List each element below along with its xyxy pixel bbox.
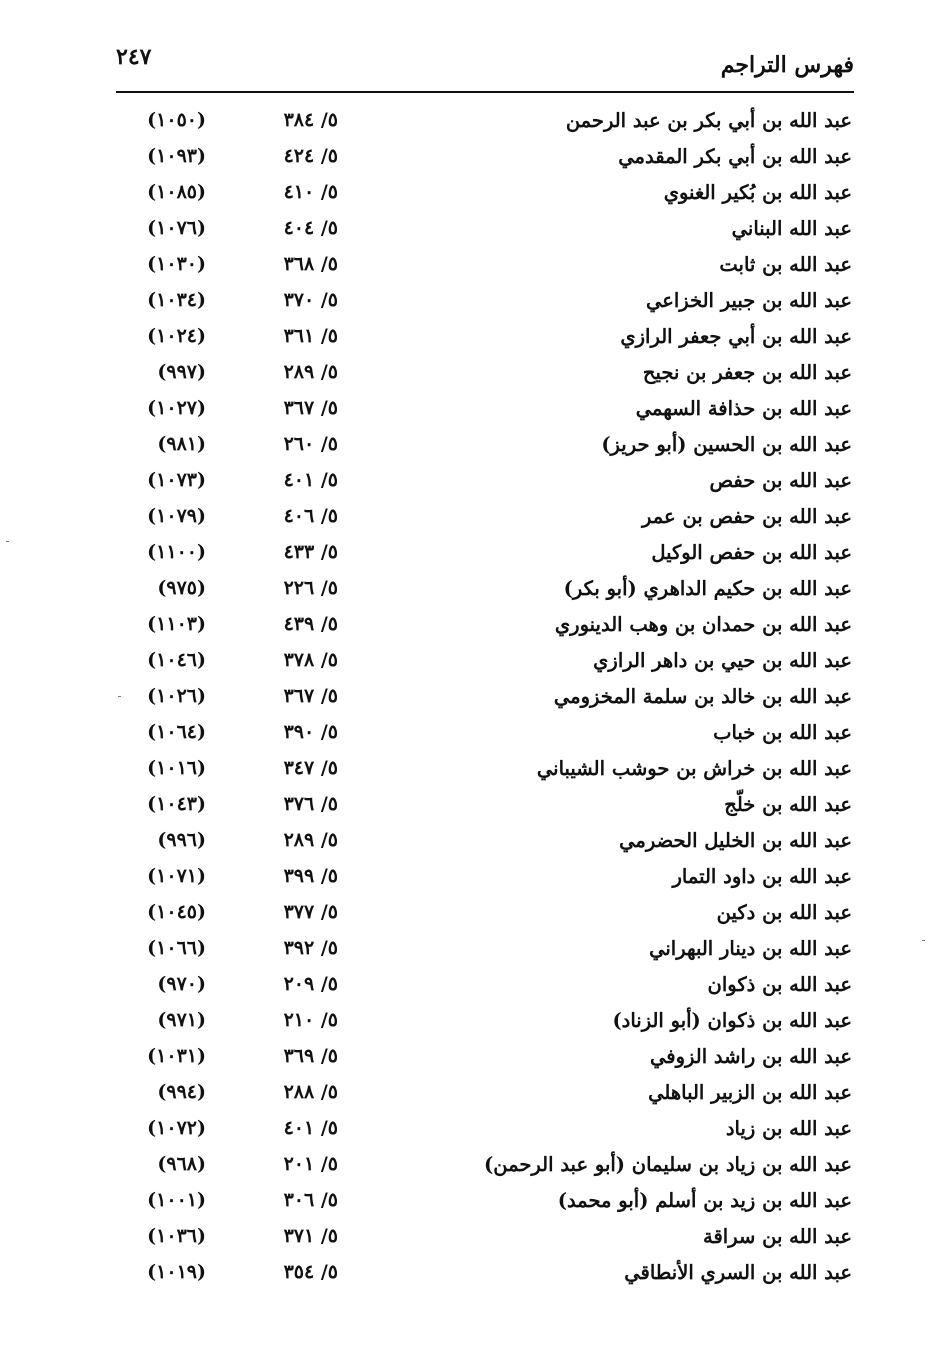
entry-name: عبد الله بن دكين — [716, 901, 852, 924]
page-number: ٢٤٧ — [116, 44, 152, 70]
entry-number: (٩٩٦) — [157, 829, 206, 851]
entry-number: (١٠٣١) — [147, 1045, 206, 1067]
entry-volume-page: ٥/ ٣٨٤ — [283, 109, 338, 131]
entry-name: عبد الله بن الحسين (أبو حريز) — [601, 433, 852, 456]
entry-volume-page: ٥/ ٣٩٢ — [283, 937, 338, 959]
index-entry — [116, 466, 854, 502]
entry-name: عبد الله بن أبي جعفر الرازي — [620, 325, 852, 348]
entry-volume-page: ٥/ ٢٨٩ — [283, 361, 338, 383]
entry-name: عبد الله بن دينار البهراني — [649, 937, 852, 960]
entry-name: عبد الله بن ذكوان — [707, 973, 852, 996]
entry-name: عبد الله بن خلّج — [724, 793, 852, 816]
entry-number: (١٠٣٤) — [147, 289, 206, 311]
entry-volume-page: ٥/ ٣٩٠ — [283, 721, 338, 743]
scan-speck — [6, 541, 9, 542]
entry-number: (١٠٧٩) — [147, 505, 206, 527]
entry-number: (١٠٢٤) — [147, 325, 206, 347]
index-entry — [116, 970, 854, 1006]
entry-volume-page: ٥/ ٤٠١ — [283, 1117, 338, 1139]
index-entry — [116, 1042, 854, 1078]
entry-volume-page: ٥/ ٣٧٨ — [283, 649, 338, 671]
entry-number: (١٠٢٦) — [147, 685, 206, 707]
index-entry — [116, 178, 854, 214]
entry-name: عبد الله بن بُكير الغنوي — [663, 181, 852, 204]
entry-volume-page: ٥/ ٣٦٩ — [283, 1045, 338, 1067]
entry-volume-page: ٥/ ٣٧٠ — [283, 289, 338, 311]
index-entry — [116, 1006, 854, 1042]
entry-number: (١٠٦٤) — [147, 721, 206, 743]
entry-volume-page: ٥/ ٣٩٩ — [283, 865, 338, 887]
entry-name: عبد الله بن زياد — [725, 1117, 852, 1140]
entry-volume-page: ٥/ ٣٥٤ — [283, 1261, 338, 1283]
entry-volume-page: ٥/ ٤٣٩ — [283, 613, 338, 635]
entry-volume-page: ٥/ ٣٠٦ — [283, 1189, 338, 1211]
index-entry — [116, 826, 854, 862]
entry-volume-page: ٥/ ٢٢٦ — [283, 577, 338, 599]
index-entry — [116, 646, 854, 682]
entry-number: (١٠٤٦) — [147, 649, 206, 671]
entry-number: (٩٦٨) — [157, 1153, 206, 1175]
entry-volume-page: ٥/ ٣٧١ — [283, 1225, 338, 1247]
index-entry — [116, 538, 854, 574]
scan-speck — [118, 696, 121, 697]
page-header — [116, 40, 854, 90]
entry-volume-page: ٥/ ٤٠٤ — [283, 217, 338, 239]
entry-name: عبد الله بن خراش بن حوشب الشيباني — [536, 757, 852, 780]
entry-number: (١٠٠١) — [147, 1189, 206, 1211]
entry-number: (١٠٧٣) — [147, 469, 206, 491]
index-entry — [116, 214, 854, 250]
index-entry — [116, 430, 854, 466]
entry-name: عبد الله بن أبي بكر بن عبد الرحمن — [565, 109, 852, 132]
index-entry — [116, 1186, 854, 1222]
entry-volume-page: ٥/ ٣٦١ — [283, 325, 338, 347]
index-entry — [116, 322, 854, 358]
entry-number: (١٠٢٧) — [147, 397, 206, 419]
entry-name: عبد الله بن حفص الوكيل — [651, 541, 852, 564]
entry-volume-page: ٥/ ٢٦٠ — [283, 433, 338, 455]
entry-name: عبد الله بن جبير الخزاعي — [645, 289, 852, 312]
entry-number: (١٠٥٠) — [147, 109, 206, 131]
entry-volume-page: ٥/ ٢٠١ — [283, 1153, 338, 1175]
entry-volume-page: ٥/ ٢٨٨ — [283, 1081, 338, 1103]
entry-volume-page: ٥/ ٢٠٩ — [283, 973, 338, 995]
entry-name: عبد الله بن حفص بن عمر — [642, 505, 852, 528]
entry-name: عبد الله بن سراقة — [703, 1225, 852, 1248]
entry-name: عبد الله بن حفص — [709, 469, 852, 492]
index-entry — [116, 358, 854, 394]
index-entry — [116, 1222, 854, 1258]
entry-name: عبد الله بن حيي بن داهر الرازي — [593, 649, 852, 672]
entry-name: عبد الله بن زياد بن سليمان (أبو عبد الرحمن) — [484, 1153, 852, 1176]
entry-volume-page: ٥/ ٣٦٧ — [283, 397, 338, 419]
entry-name: عبد الله البناني — [731, 217, 852, 240]
index-entry — [116, 718, 854, 754]
entry-number: (١٠٩٣) — [147, 145, 206, 167]
entry-volume-page: ٥/ ٤١٠ — [283, 181, 338, 203]
scan-speck — [922, 940, 925, 941]
entry-number: (١٠٤٣) — [147, 793, 206, 815]
index-entry — [116, 250, 854, 286]
entry-name: عبد الله بن أبي بكر المقدمي — [618, 145, 852, 168]
index-entry — [116, 682, 854, 718]
entry-name: عبد الله بن حذافة السهمي — [635, 397, 852, 420]
index-entry — [116, 934, 854, 970]
entry-number: (١١٠٠) — [147, 541, 206, 563]
entry-number: (١٠٤٥) — [147, 901, 206, 923]
index-entry — [116, 610, 854, 646]
entry-name: عبد الله بن خباب — [713, 721, 852, 744]
index-entry — [116, 1114, 854, 1150]
index-entry — [116, 502, 854, 538]
index-entry — [116, 142, 854, 178]
index-entry — [116, 862, 854, 898]
entry-volume-page: ٥/ ٣٤٧ — [283, 757, 338, 779]
index-entry — [116, 1150, 854, 1186]
entry-name: عبد الله بن جعفر بن نجيح — [642, 361, 852, 384]
header-rule — [116, 91, 854, 93]
entry-number: (٩٩٧) — [157, 361, 206, 383]
entry-volume-page: ٥/ ٣٧٦ — [283, 793, 338, 815]
entry-volume-page: ٥/ ٣٦٨ — [283, 253, 338, 275]
entry-number: (٩٩٤) — [157, 1081, 206, 1103]
entry-name: عبد الله بن زيد بن أسلم (أبو محمد) — [557, 1189, 852, 1212]
entry-number: (٩٨١) — [157, 433, 206, 455]
entry-name: عبد الله بن حكيم الداهري (أبو بكر) — [563, 577, 852, 600]
entry-name: عبد الله بن حمدان بن وهب الدينوري — [554, 613, 852, 636]
entry-name: عبد الله بن راشد الزوفي — [650, 1045, 852, 1068]
entry-volume-page: ٥/ ٢٨٩ — [283, 829, 338, 851]
entry-name: عبد الله بن ثابت — [719, 253, 852, 276]
entry-number: (١٠٣٠) — [147, 253, 206, 275]
entry-number: (١٠٨٥) — [147, 181, 206, 203]
index-entry — [116, 1258, 854, 1294]
entry-volume-page: ٥/ ٤٢٤ — [283, 145, 338, 167]
entry-volume-page: ٥/ ٤٣٣ — [283, 541, 338, 563]
entry-number: (٩٧١) — [157, 1009, 206, 1031]
entry-name: عبد الله بن الزبير الباهلي — [648, 1081, 852, 1104]
entry-number: (١٠١٩) — [147, 1261, 206, 1283]
index-entries — [116, 106, 854, 1294]
entry-name: عبد الله بن السري الأنطاقي — [624, 1261, 852, 1284]
entry-volume-page: ٥/ ٤٠٦ — [283, 505, 338, 527]
index-entry — [116, 898, 854, 934]
index-entry — [116, 286, 854, 322]
entry-number: (٩٧٠) — [157, 973, 206, 995]
entry-name: عبد الله بن الخليل الحضرمي — [619, 829, 852, 852]
running-title: فهرس التراجم — [720, 52, 854, 78]
index-entry — [116, 394, 854, 430]
entry-number: (٩٧٥) — [157, 577, 206, 599]
entry-volume-page: ٥/ ٣٦٧ — [283, 685, 338, 707]
index-entry — [116, 106, 854, 142]
entry-name: عبد الله بن خالد بن سلمة المخزومي — [553, 685, 852, 708]
entry-volume-page: ٥/ ٢١٠ — [283, 1009, 338, 1031]
index-entry — [116, 754, 854, 790]
entry-number: (١١٠٣) — [147, 613, 206, 635]
entry-number: (١٠٦٦) — [147, 937, 206, 959]
index-entry — [116, 1078, 854, 1114]
entry-name: عبد الله بن داود التمار — [672, 865, 852, 888]
index-entry — [116, 574, 854, 610]
index-entry — [116, 790, 854, 826]
entry-number: (١٠٧٢) — [147, 1117, 206, 1139]
entry-volume-page: ٥/ ٣٧٧ — [283, 901, 338, 923]
entry-number: (١٠٧٦) — [147, 217, 206, 239]
entry-volume-page: ٥/ ٤٠١ — [283, 469, 338, 491]
entry-number: (١٠١٦) — [147, 757, 206, 779]
entry-name: عبد الله بن ذكوان (أبو الزناد) — [612, 1009, 852, 1032]
entry-number: (١٠٧١) — [147, 865, 206, 887]
entry-number: (١٠٣٦) — [147, 1225, 206, 1247]
